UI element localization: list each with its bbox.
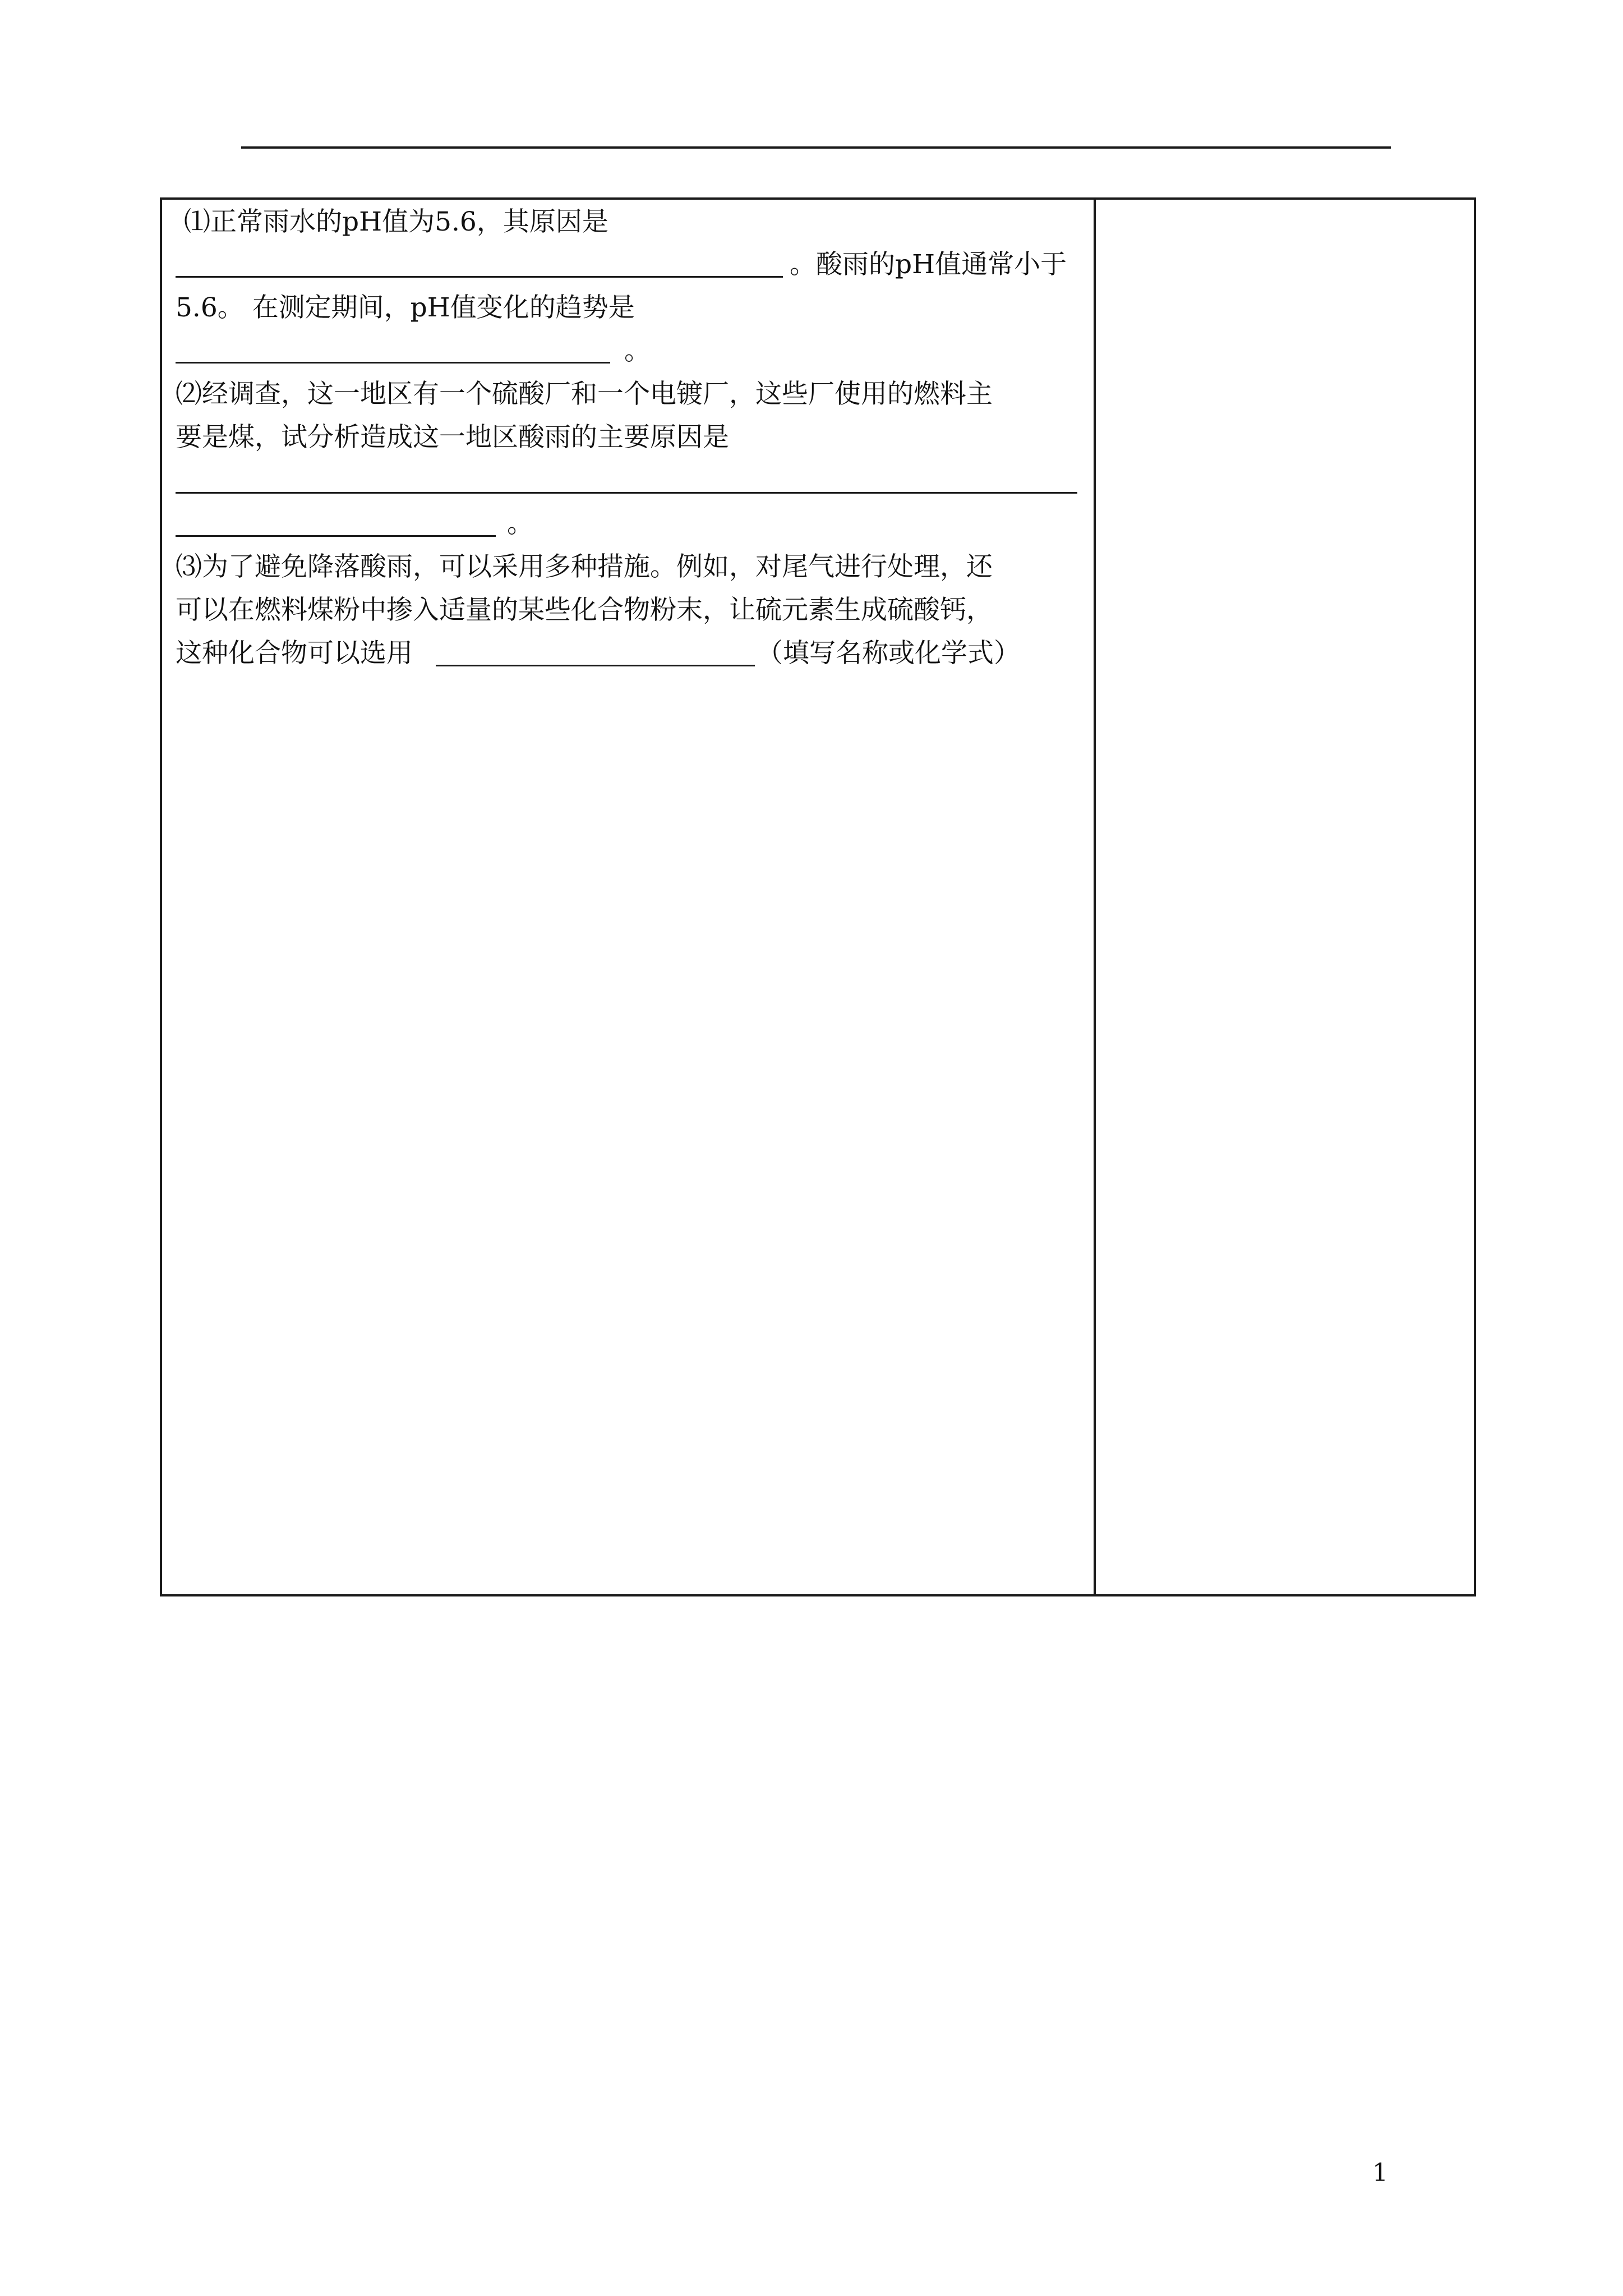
q2-line-1: ⑵经调查，这一地区有一个硫酸厂和一个电镀厂，这些厂使用的燃料主 xyxy=(176,379,993,409)
q3-line-2: 可以在燃料煤粉中掺入适量的某些化合物粉末，让硫元素生成硫酸钙， xyxy=(176,595,993,625)
q2-answer-blank-2[interactable] xyxy=(176,535,496,537)
q3-answer-blank[interactable] xyxy=(436,665,755,666)
q1-line-1: ⑴正常雨水的pH值为5.6，其原因是 xyxy=(184,206,608,237)
q1-answer-blank-1[interactable] xyxy=(176,276,783,278)
q3-line-1: ⑶为了避免降落酸雨，可以采用多种措施。例如，对尾气进行处理，还 xyxy=(176,551,993,582)
q1-line-2-tail: 。酸雨的pH值通常小于 xyxy=(790,249,1067,280)
q1-answer-blank-2[interactable] xyxy=(176,362,610,364)
notes-column xyxy=(1097,200,1474,1594)
q1-line-4-tail: 。 xyxy=(624,335,651,366)
q2-line-4-tail: 。 xyxy=(507,508,533,539)
q3-line-3-head: 这种化合物可以选用 xyxy=(176,638,413,669)
column-divider xyxy=(1094,197,1096,1596)
q1-line-3: 5.6。 在测定期间，pH值变化的趋势是 xyxy=(176,292,635,323)
q2-answer-blank-1[interactable] xyxy=(176,492,1077,494)
q2-line-2: 要是煤，试分析造成这一地区酸雨的主要原因是 xyxy=(176,422,729,453)
header-rule xyxy=(241,146,1391,149)
q3-line-3-tail: （填写名称或化学式） xyxy=(757,638,1020,669)
page-number: 1 xyxy=(1372,2159,1388,2187)
